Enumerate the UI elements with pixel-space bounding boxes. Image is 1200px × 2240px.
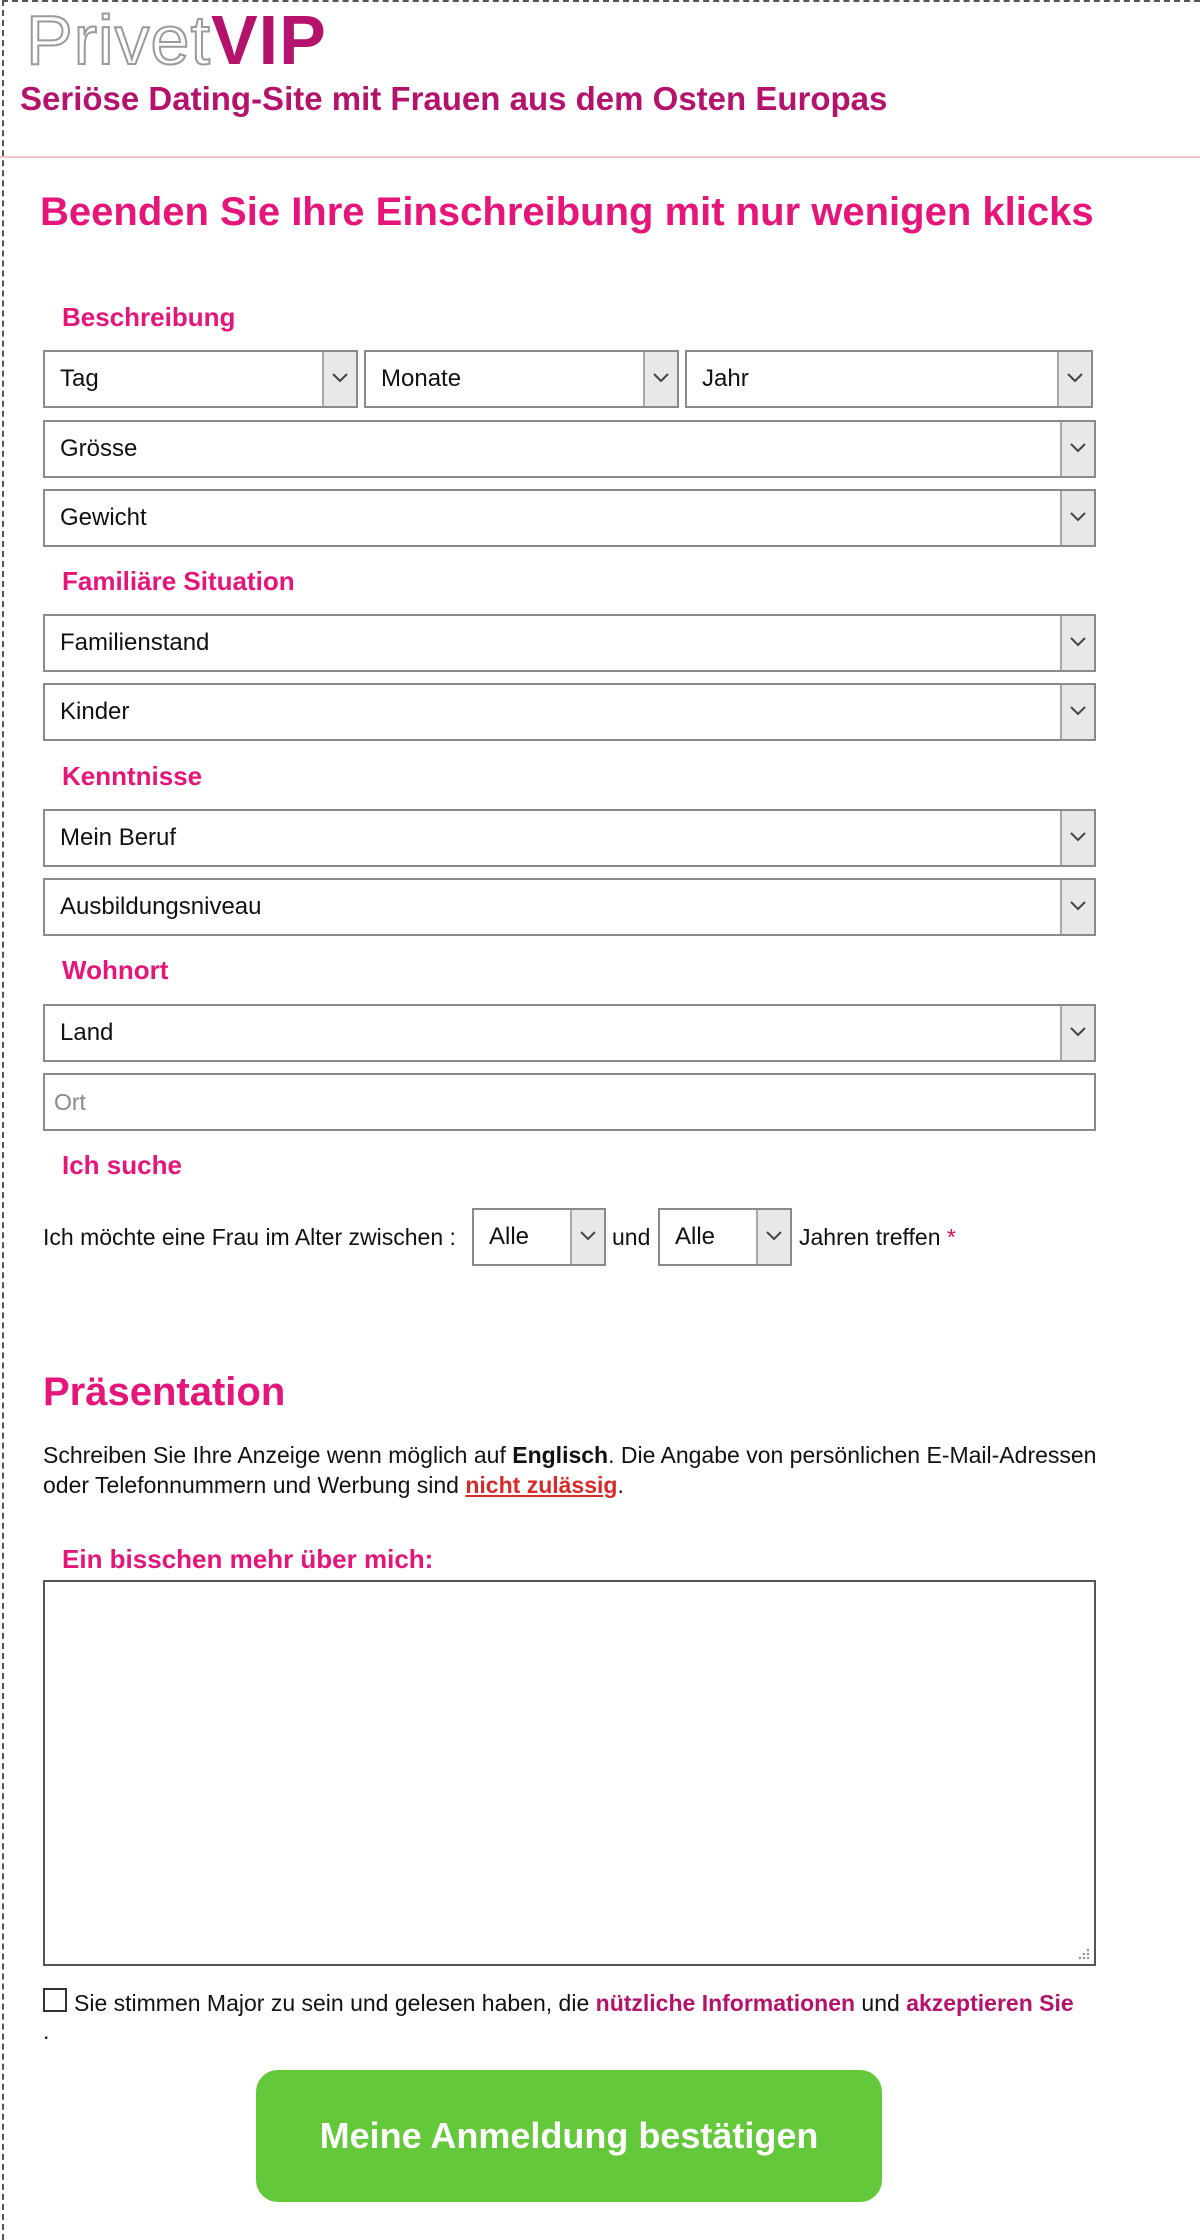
select-tag[interactable] bbox=[43, 350, 358, 408]
submit-button[interactable]: Meine Anmeldung bestätigen bbox=[256, 2070, 882, 2202]
chevron-down-icon bbox=[643, 352, 677, 406]
agreement-trailing-dot: . bbox=[43, 2018, 50, 2044]
chevron-down-icon bbox=[322, 352, 356, 406]
logo[interactable] bbox=[26, 2, 327, 78]
presentation-heading: Präsentation bbox=[43, 1370, 286, 1414]
select-kinder-value: Kinder bbox=[60, 698, 130, 725]
select-land[interactable] bbox=[43, 1004, 1096, 1062]
select-gewicht-value: Gewicht bbox=[60, 504, 147, 531]
about-me-textarea[interactable] bbox=[43, 1580, 1096, 1966]
chevron-down-icon bbox=[1060, 1006, 1094, 1060]
para-text-2: . Die Angabe von persönlichen E-Mail-Adressen oder Telefonnummern und Werbung sind bbox=[43, 1442, 1097, 1498]
logo-part-vip: VIP bbox=[210, 1, 327, 79]
select-familienstand-value: Familienstand bbox=[60, 629, 210, 656]
select-age-max-value: Alle bbox=[675, 1223, 716, 1250]
site-tagline: Seriöse Dating-Site mit Frauen aus dem Osten Europas bbox=[20, 80, 888, 117]
select-ausbildung[interactable] bbox=[43, 878, 1096, 936]
age-text-and: und bbox=[612, 1224, 651, 1250]
select-kinder[interactable] bbox=[43, 683, 1096, 741]
select-jahr[interactable] bbox=[685, 350, 1093, 408]
select-ausbildung-value: Ausbildungsniveau bbox=[60, 893, 262, 920]
chevron-down-icon bbox=[1060, 422, 1094, 476]
agree-checkbox[interactable] bbox=[43, 1988, 67, 2012]
select-beruf-value: Mein Beruf bbox=[60, 824, 177, 851]
select-age-min-value: Alle bbox=[489, 1223, 530, 1250]
chevron-down-icon bbox=[1060, 685, 1094, 739]
presentation-instructions bbox=[43, 1440, 1123, 1500]
chevron-down-icon bbox=[1057, 352, 1091, 406]
resize-grip-icon[interactable] bbox=[1076, 1946, 1090, 1960]
nicht-zulaessig-link[interactable]: nicht zulässig bbox=[465, 1472, 618, 1498]
age-text-after-label: Jahren treffen bbox=[799, 1224, 941, 1250]
ort-input[interactable] bbox=[43, 1073, 1096, 1131]
age-text-after bbox=[799, 1208, 956, 1266]
accept-link[interactable]: akzeptieren Sie bbox=[906, 1990, 1074, 2016]
select-age-min[interactable] bbox=[472, 1208, 606, 1266]
select-monate-value: Monate bbox=[381, 365, 462, 392]
chevron-down-icon bbox=[1060, 880, 1094, 934]
select-groesse[interactable] bbox=[43, 420, 1096, 478]
section-heading-beschreibung: Beschreibung bbox=[62, 302, 236, 332]
select-familienstand[interactable] bbox=[43, 614, 1096, 672]
page-title: Beenden Sie Ihre Einschreibung mit nur wenigen klicks bbox=[40, 190, 1094, 234]
para-bold-englisch: Englisch bbox=[512, 1442, 609, 1468]
useful-info-link[interactable]: nützliche Informationen bbox=[595, 1990, 856, 2016]
select-beruf[interactable] bbox=[43, 809, 1096, 867]
site-header bbox=[0, 0, 1200, 158]
ort-placeholder: Ort bbox=[54, 1089, 86, 1115]
select-land-value: Land bbox=[60, 1019, 114, 1046]
age-text-before: Ich möchte eine Frau im Alter zwischen : bbox=[43, 1224, 456, 1250]
required-asterisk: * bbox=[946, 1224, 956, 1250]
para-text-3: . bbox=[617, 1472, 624, 1498]
section-heading-ich-suche: Ich suche bbox=[62, 1150, 182, 1180]
chevron-down-icon bbox=[570, 1210, 604, 1264]
section-heading-wohnort: Wohnort bbox=[62, 955, 169, 985]
agree-text-2: und bbox=[855, 1990, 907, 2016]
chevron-down-icon bbox=[1060, 811, 1094, 865]
chevron-down-icon bbox=[1060, 616, 1094, 670]
select-gewicht[interactable] bbox=[43, 489, 1096, 547]
chevron-down-icon bbox=[756, 1210, 790, 1264]
select-age-max[interactable] bbox=[658, 1208, 792, 1266]
section-heading-familie: Familiäre Situation bbox=[62, 566, 295, 596]
section-heading-kenntnisse: Kenntnisse bbox=[62, 761, 203, 791]
select-tag-value: Tag bbox=[60, 365, 99, 392]
select-jahr-value: Jahr bbox=[702, 365, 749, 392]
agreement-text bbox=[74, 1988, 1074, 2018]
chevron-down-icon bbox=[1060, 491, 1094, 545]
select-monate[interactable] bbox=[364, 350, 679, 408]
logo-part-privet: Privet bbox=[26, 1, 211, 79]
para-text-1: Schreiben Sie Ihre Anzeige wenn möglich auf bbox=[43, 1442, 513, 1468]
agree-text-1: Sie stimmen Major zu sein und gelesen haben, die bbox=[74, 1990, 596, 2016]
select-groesse-value: Grösse bbox=[60, 435, 138, 462]
about-me-label: Ein bisschen mehr über mich: bbox=[62, 1544, 434, 1574]
